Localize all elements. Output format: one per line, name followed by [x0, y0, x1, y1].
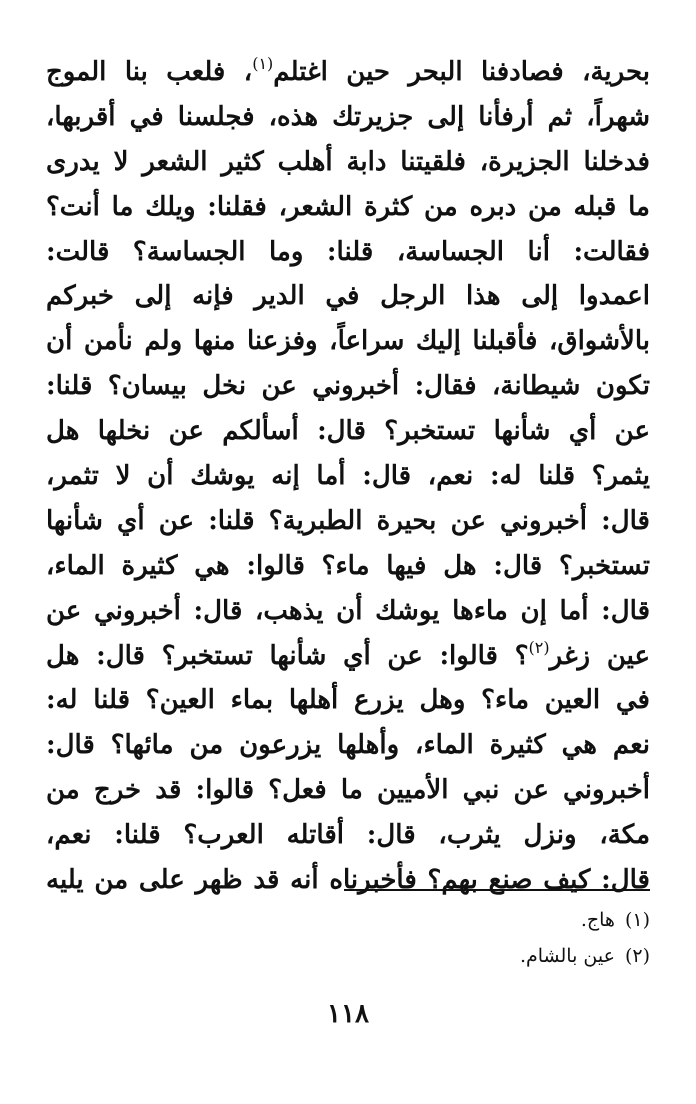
footnote-ref-1: (١) [252, 54, 274, 73]
main-text [46, 50, 650, 903]
footnote-text: عين بالشام. [519, 945, 615, 967]
text-line: قال: أما إن ماءها يوشك أن يذهب، قال: أخبروني عن [46, 595, 650, 626]
text-line: نعم هي كثيرة الماء، وأهلها يزرعون من مائها؟ قال: [46, 730, 650, 761]
text-line: اعمدوا إلى هذا الرجل في الدير فإنه إلى خبركم [46, 281, 650, 312]
text-segment: ، فلعب بنا الموج [46, 57, 253, 87]
text-line: قال: كيف صنع بهم؟ فأخبرناه أنه قد ظهر على من يليه [46, 865, 650, 896]
footnotes [46, 902, 650, 974]
footnote-ref-2: (٢) [528, 637, 550, 657]
text-segment: بحرية، فصادفنا البحر حين اغتلم [273, 57, 650, 87]
footnote-number: (٢) [624, 945, 650, 967]
text-line: يثمر؟ قلنا له: نعم، قال: أما إنه يوشك أن لا تثمر، [46, 461, 650, 492]
footnote-1 [46, 902, 650, 938]
page-number: ١١٨ [327, 999, 369, 1029]
text-line: عن أي شأنها تستخبر؟ قال: أسألكم عن نخلها هل [46, 416, 650, 447]
footnote-divider [344, 889, 650, 891]
text-segment: عين زغر [549, 640, 650, 671]
text-line [46, 634, 650, 679]
text-line: مكة، ونزل يثرب، قال: أقاتله العرب؟ قلنا: نعم، [46, 820, 650, 851]
footnote-2 [46, 938, 650, 974]
text-line: بالأشواق، فأقبلنا إليك سراعاً، وفزعنا منها ولم نأمن أن [46, 326, 650, 357]
text-line: تستخبر؟ قال: هل فيها ماء؟ قالوا: هي كثيرة الماء، [46, 550, 650, 581]
footnote-number: (١) [624, 909, 650, 931]
text-line: ما قبله من دبره من كثرة الشعر، فقلنا: ويلك ما أنت؟ [46, 191, 650, 222]
text-line: شهراً، ثم أرفأنا إلى جزيرتك هذه، فجلسنا في أقربها، [46, 101, 650, 132]
text-line [46, 50, 650, 95]
text-line: فدخلنا الجزيرة، فلقيتنا دابة أهلب كثير الشعر لا يدرى [46, 146, 650, 177]
footnote-text: هاج. [580, 909, 615, 931]
text-segment: ؟ قالوا: عن أي شأنها تستخبر؟ قال: هل [46, 640, 529, 671]
text-line: تكون شيطانة، فقال: أخبروني عن نخل بيسان؟ قلنا: [46, 371, 650, 402]
text-line: قال: أخبروني عن بحيرة الطبرية؟ قلنا: عن أي شأنها [46, 505, 650, 536]
text-line: فقالت: أنا الجساسة، قلنا: وما الجساسة؟ قالت: [46, 236, 650, 267]
text-line: في العين ماء؟ وهل يزرع أهلها بماء العين؟ قلنا له: [46, 685, 650, 716]
text-line: أخبروني عن نبي الأميين ما فعل؟ قالوا: قد خرج من [46, 775, 650, 806]
